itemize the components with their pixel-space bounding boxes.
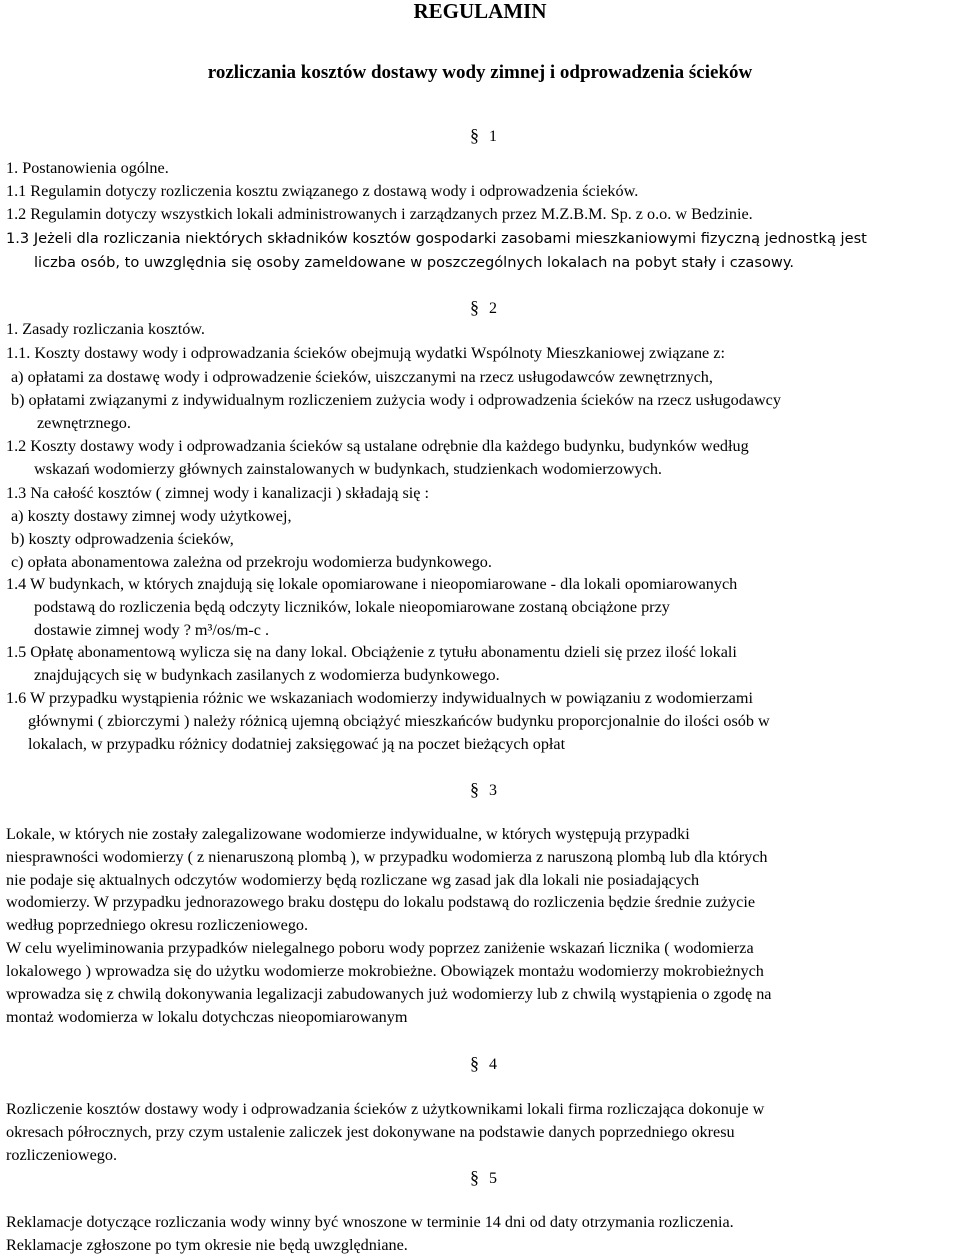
s2-line-18: głównymi ( zbiorczymi ) należy różnicą ujemną obciążyć mieszkańców budynku proporcjonalnie do ilości osób w xyxy=(28,712,770,730)
section-number: 5 xyxy=(489,1170,497,1187)
s2-line-15: 1.5 Opłatę abonamentową wylicza się na dany lokal. Obciążenie z tytułu abonamentu dzieli się przez ilość lokali xyxy=(6,643,737,661)
section-number: 3 xyxy=(489,782,497,799)
s1-line-5: liczba osób, to uwzględnia się osoby zameldowane w poszczególnych lokalach na pobyt stały i czasowy. xyxy=(34,254,795,271)
s1-line-4: 1.3 Jeżeli dla rozliczania niektórych składników kosztów gospodarki zasobami mieszkaniowymi fizyczną jednostką jest xyxy=(6,230,867,247)
s2-line-11: c) opłata abonamentowa zależna od przekroju wodomierza budynkowego. xyxy=(11,553,492,571)
section-number: 1 xyxy=(489,128,497,145)
s2-line-14: dostawie zimnej wody ? m³/os/m-c . xyxy=(34,621,270,639)
section-1-heading xyxy=(470,124,497,148)
section-symbol: § xyxy=(470,1053,479,1073)
s1-line-3: 1.2 Regulamin dotyczy wszystkich lokali administrowanych i zarządzanych przez M.Z.B.M. Sp. z o.o. w Bedzinie. xyxy=(6,205,753,223)
s2-line-13: podstawą do rozliczenia będą odczyty liczników, lokale nieopomiarowane zostaną obciążone przy xyxy=(34,598,670,616)
s4-line-1: Rozliczenie kosztów dostawy wody i odprowadzania ścieków z użytkownikami lokali firma rozliczająca dokonuje w xyxy=(6,1100,765,1118)
section-number: 4 xyxy=(489,1056,497,1073)
s3-line-5: według poprzedniego okresu rozliczeniowego. xyxy=(6,916,309,934)
s5-line-1: Reklamacje dotyczące rozliczania wody winny być wnoszone w terminie 14 dni od daty otrzymania rozliczenia. xyxy=(6,1213,734,1231)
s2-line-12: 1.4 W budynkach, w których znajdują się lokale opomiarowane i nieopomiarowane - dla lokali opomiarowanych xyxy=(6,575,738,593)
s3-line-1: Lokale, w których nie zostały zalegalizowane wodomierze indywidualne, w których występują przypadki xyxy=(6,825,690,843)
s2-line-3: a) opłatami za dostawę wody i odprowadzenie ścieków, uiszczanymi na rzecz usługodawców zewnętrznych, xyxy=(11,368,713,386)
section-2-heading xyxy=(470,296,497,320)
s2-line-4: b) opłatami związanymi z indywidualnym rozliczeniem zużycia wody i odprowadzenia ścieków na rzecz usługodawcy xyxy=(11,391,781,409)
s1-line-2: 1.1 Regulamin dotyczy rozliczenia kosztu związanego z dostawą wody i odprowadzenia ścieków. xyxy=(6,182,639,200)
s2-line-9: a) koszty dostawy zimnej wody użytkowej, xyxy=(11,507,292,525)
section-5-heading xyxy=(470,1166,497,1190)
document-title: REGULAMIN xyxy=(413,0,547,23)
s4-line-2: okresach półrocznych, przy czym ustalenie zaliczek jest dokonywane na podstawie danych poprzedniego okresu xyxy=(6,1123,735,1141)
s1-line-1: 1. Postanowienia ogólne. xyxy=(6,159,169,177)
s2-line-16: znajdujących się w budynkach zasilanych z wodomierza budynkowego. xyxy=(34,666,500,684)
section-number: 2 xyxy=(489,300,497,317)
document-subtitle: rozliczania kosztów dostawy wody zimnej i odprowadzenia ścieków xyxy=(207,62,753,83)
s2-line-8: 1.3 Na całość kosztów ( zimnej wody i kanalizacji ) składają się : xyxy=(6,484,429,502)
s2-line-10: b) koszty odprowadzenia ścieków, xyxy=(11,530,234,548)
section-4-heading xyxy=(470,1052,497,1076)
s3-line-3: nie podaje się aktualnych odczytów wodomierzy będą rozliczane wg zasad jak dla lokali nie posiadających xyxy=(6,871,700,889)
section-symbol: § xyxy=(470,125,479,145)
section-3-heading xyxy=(470,778,497,802)
s2-line-1: 1. Zasady rozliczania kosztów. xyxy=(6,320,205,338)
s4-line-3: rozliczeniowego. xyxy=(6,1146,118,1164)
s2-line-6: 1.2 Koszty dostawy wody i odprowadzania ścieków są ustalane odrębnie dla każdego budynku, budynków według xyxy=(6,437,749,455)
s2-line-17: 1.6 W przypadku wystąpienia różnic we wskazaniach wodomierzy indywidualnych w powiązaniu z wodomierzami xyxy=(6,689,753,707)
s2-line-19: lokalach, w przypadku różnicy dodatniej zaksięgować ją na poczet bieżących opłat xyxy=(28,735,566,753)
section-symbol: § xyxy=(470,297,479,317)
s3-line-4: wodomierzy. W przypadku jednorazowego braku dostępu do lokalu podstawą do rozliczenia będzie średnie zużycie xyxy=(6,893,756,911)
s3-line-2: niesprawności wodomierzy ( z nienaruszoną plombą ), w przypadku wodomierza z naruszoną plombą lub dla których xyxy=(6,848,768,866)
s2-line-2: 1.1. Koszty dostawy wody i odprowadzania ścieków obejmują wydatki Wspólnoty Mieszkaniowej związane z: xyxy=(6,344,725,362)
s2-line-5: zewnętrznego. xyxy=(37,414,131,432)
s5-line-2: Reklamacje zgłoszone po tym okresie nie będą uwzględniane. xyxy=(6,1236,408,1254)
section-symbol: § xyxy=(470,779,479,799)
section-symbol: § xyxy=(470,1167,479,1187)
s2-line-7: wskazań wodomierzy głównych zainstalowanych w budynkach, studzienkach wodomierzowych. xyxy=(34,460,662,478)
s3-line-8: wprowadza się z chwilą dokonywania legalizacji zabudowanych już wodomierzy lub z chwilą wystąpienia o zgodę na xyxy=(6,985,772,1003)
s3-line-9: montaż wodomierza w lokalu dotychczas nieopomiarowanym xyxy=(6,1008,408,1026)
s3-line-6: W celu wyeliminowania przypadków nielegalnego poboru wody poprzez zaniżenie wskazań licznika ( wodomierza xyxy=(6,939,754,957)
s3-line-7: lokalowego ) wprowadza się do użytku wodomierze mokrobieżne. Obowiązek montażu wodomierzy mokrobieżnych xyxy=(6,962,764,980)
